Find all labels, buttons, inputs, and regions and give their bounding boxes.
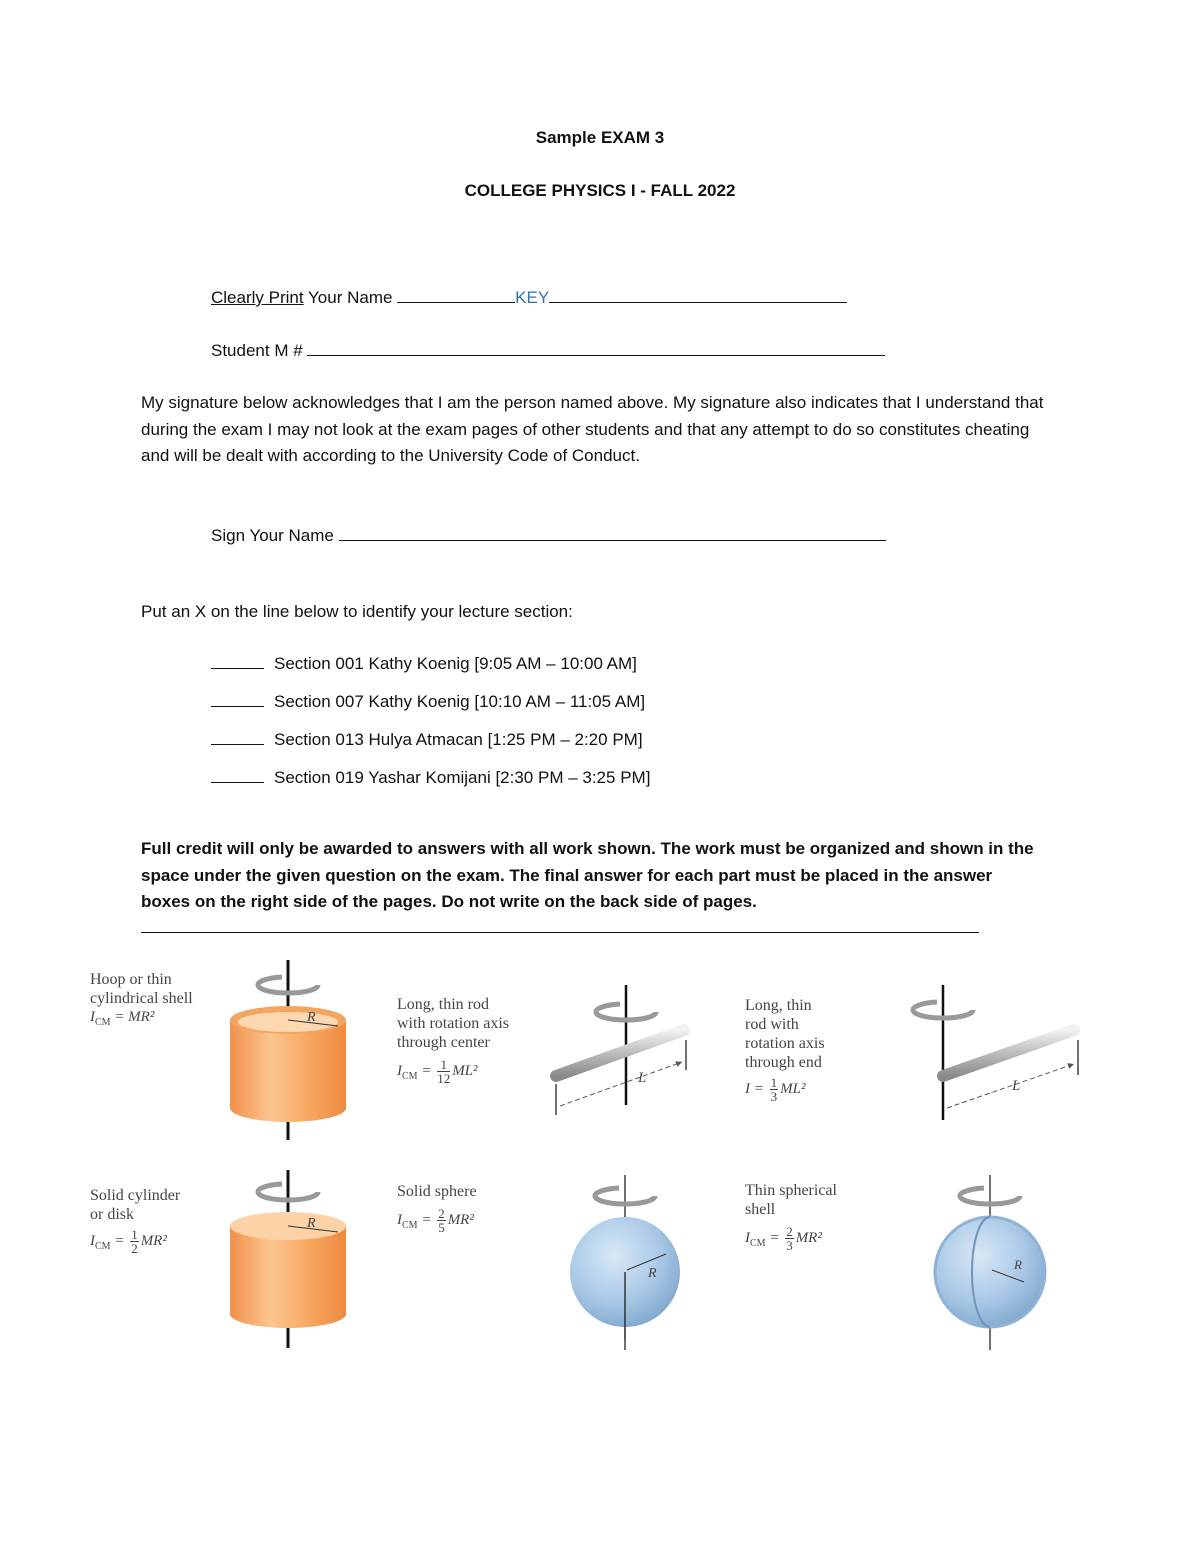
name-value[interactable]: KEY xyxy=(515,288,550,307)
solid-cylinder-formula: $I_{CM}$ = $\frac{1}{2}$ MR² xyxy=(90,1227,167,1256)
section-text: Section 013 Hulya Atmacan [1:25 PM – 2:20 PM] xyxy=(274,730,643,749)
name-label: Your Name xyxy=(303,288,398,307)
solid-sphere-label-line: Solid sphere xyxy=(397,1183,477,1200)
cylinder-shape xyxy=(230,1226,346,1328)
rod-center-label xyxy=(397,995,509,1086)
rod-center-label-line: with rotation axis xyxy=(397,1015,509,1032)
rod-end-label-line: Long, thin xyxy=(745,997,812,1014)
solid-cylinder-label-line: Solid cylinder xyxy=(90,1187,181,1204)
hoop-label-line: Hoop or thin xyxy=(90,971,172,988)
rod-center-label-line: Long, thin rod xyxy=(397,996,489,1013)
rod-end-dim-label: L xyxy=(1012,1078,1021,1094)
signature-label: Sign Your Name xyxy=(211,526,339,545)
name-label-underlined: Clearly Print xyxy=(211,288,304,307)
hoop-shape xyxy=(230,1020,346,1122)
solid-sphere-diagram xyxy=(570,1175,680,1350)
solid-sphere-formula: $I_{CM}$ = $\frac{2}{5}$ MR² xyxy=(397,1206,474,1235)
hoop-label xyxy=(90,970,193,1032)
spherical-shell-label-line: Thin spherical xyxy=(745,1182,837,1199)
rod-shape xyxy=(943,1030,1074,1076)
section-prompt: Put an X on the line below to identify your lecture section: xyxy=(141,602,573,621)
rod-center-dim-label: L xyxy=(638,1070,647,1086)
sphere-dim-label: R xyxy=(648,1266,657,1281)
course-title: COLLEGE PHYSICS I - FALL 2022 xyxy=(464,181,736,200)
rod-center-formula: $I_{CM}$ = $\frac{1}{12}$ ML² xyxy=(397,1057,478,1086)
solid-cylinder-label-line: or disk xyxy=(90,1206,134,1223)
rod-end-formula: I = $\frac{1}{3}$ ML² xyxy=(745,1075,806,1104)
spherical-shell-diagram xyxy=(935,1175,1045,1350)
section-text: Section 019 Yashar Komijani [2:30 PM – 3:25 PM] xyxy=(274,768,651,787)
solid-sphere-label xyxy=(397,1182,477,1235)
instructions: Full credit will only be awarded to answers with all work shown. The work must be organized and shown in the space under the given question on the exam. The final answer for each part must be placed in the answer boxes on the right side of the pages. Do not write on the back side of pages. xyxy=(141,839,1034,911)
rod-center-diagram xyxy=(556,985,686,1115)
exam-title: Sample EXAM 3 xyxy=(535,128,665,147)
rod-end-label-line: rotation axis xyxy=(745,1035,825,1052)
student-id-label: Student M # xyxy=(211,341,308,360)
spherical-shell-label-line: shell xyxy=(745,1201,776,1218)
cylinder-dim-label: R xyxy=(307,1216,316,1231)
shell-shape xyxy=(935,1217,1045,1327)
spherical-shell-label xyxy=(745,1181,837,1253)
rod-center-label-line: through center xyxy=(397,1034,490,1051)
rod-end-label xyxy=(745,996,825,1103)
acknowledgement-paragraph: My signature below acknowledges that I am the person named above. My signature also indicates that I understand that during the exam I may not look at the exam pages of other students and that any attempt to do so constitutes cheating and will be dealt with according to the University Code of Conduct. xyxy=(141,393,1044,465)
hoop-diagram xyxy=(230,960,346,1140)
spherical-shell-formula: $I_{CM}$ = $\frac{2}{3}$ MR² xyxy=(745,1224,822,1253)
hoop-formula: $I_{CM} = MR^2$ xyxy=(90,1009,155,1028)
hoop-label-line: cylindrical shell xyxy=(90,990,193,1007)
section-text: Section 007 Kathy Koenig [10:10 AM – 11:05 AM] xyxy=(274,692,646,711)
section-text: Section 001 Kathy Koenig [9:05 AM – 10:00 AM] xyxy=(274,654,637,673)
solid-cylinder-diagram xyxy=(230,1170,346,1348)
shell-dim-label: R xyxy=(1014,1257,1022,1272)
rod-end-label-line: through end xyxy=(745,1054,822,1071)
rod-end-label-line: rod with xyxy=(745,1016,799,1033)
hoop-dim-label: R xyxy=(307,1010,316,1025)
solid-cylinder-label xyxy=(90,1186,180,1256)
rod-end-diagram xyxy=(913,985,1078,1120)
rod-shape xyxy=(556,1030,684,1076)
